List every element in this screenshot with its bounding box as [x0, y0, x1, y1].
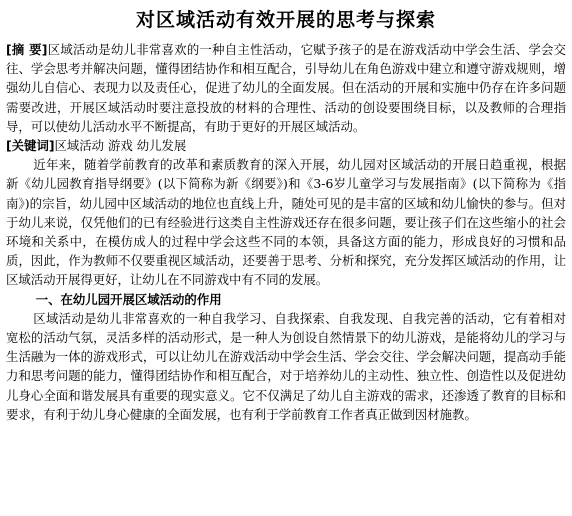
abstract-paragraph: [6, 40, 566, 136]
intro-paragraph: 近年来，随着学前教育的改革和素质教育的深入开展，幼儿园对区域活动的开展日趋重视，根据新《幼儿园教育指导纲要》(以下简称为新《纲要》)和《3-6岁儿童学习与发展指南》(以下简称为《指南》)的宗旨，幼儿园中区域活动的地位也直线上升，随处可见的是丰富的区域和幼儿愉快的参与。但对于幼儿来说，仅凭他们的已有经验进行这类自主性游戏还存在很多问题，要让孩子们在这些缩小的社会环境和关系中，在模仿成人的过程中学会这些不同的本领，具备这方面的能力，形成良好的习惯和品质，因此，作为教师不仅要重视区域活动，还要善于思考、分析和探究，充分发挥区域活动的作用，让区域活动开展得更好，让幼儿在不同游戏中有不同的发展。: [6, 157, 566, 288]
article-title: 对区域活动有效开展的思考与探索: [135, 9, 436, 31]
abstract-tag: [摘 要]: [6, 42, 48, 57]
keywords-line: [6, 136, 566, 155]
section-body-paragraph: 区域活动是幼儿非常喜欢的一种自我学习、自我探索、自我发现、自我完善的活动，它有着相对宽松的活动气氛，灵活多样的活动形式，是一种人为创设自然情景下的幼儿游戏，是能将幼儿的学习与生活融为一体的游戏形式，可以让幼儿在游戏活动中学会生活、学会交往、学会解决问题，提高动手能力和思考问题的能力，懂得团结协作和相互配合，对于培养幼儿的主动性、独立性、创造性以及促进幼儿身心全面和谐发展具有重要的现实意义。它不仅满足了幼儿自主游戏的需求，还渗透了教育的目标和要求，有利于幼儿身心健康的全面发展，也有利于学前教育工作者真正做到因材施教。: [6, 310, 566, 422]
abstract-text: 区域活动是幼儿非常喜欢的一种自主性活动，它赋予孩子的是在游戏活动中学会生活、学会交往、学会思考并解决问题，懂得团结协作和相互配合，引导幼儿在角色游戏中建立和遵守游戏规则，增强幼儿自信心、表现力以及责任心，促进了幼儿的全面发展。但在活动的开展和实施中仍存在许多问题需要改进，开展区域活动时要注意投放的材料的合理性、活动的创设要围绕目标，以及教师的合理指导，可以使幼儿活动水平不断提高，有助于更好的开展区域活动。: [6, 42, 567, 134]
section-heading: 一、在幼儿园开展区域活动的作用: [35, 291, 222, 307]
keywords-tag: [关键词]: [6, 138, 55, 154]
keywords-text: 区域活动 游戏 幼儿发展: [54, 138, 187, 154]
